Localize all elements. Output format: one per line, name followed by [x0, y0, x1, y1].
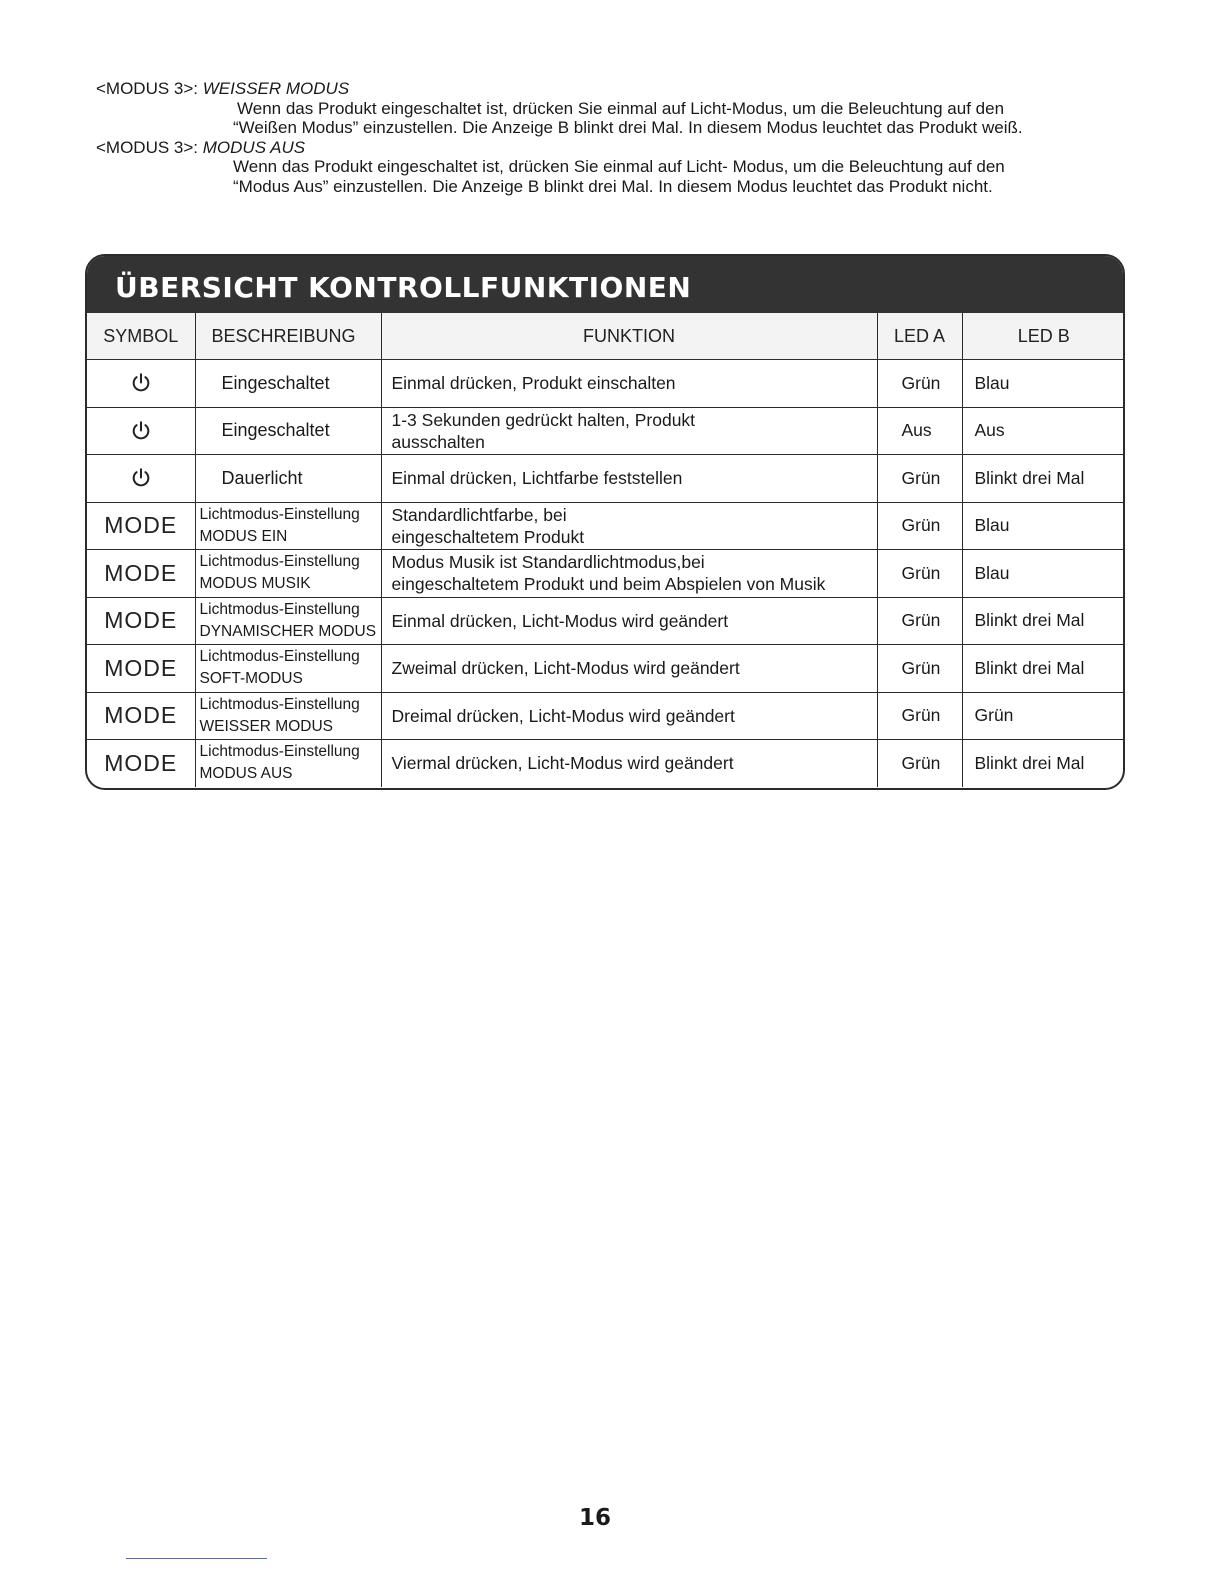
cell-symbol: [87, 692, 195, 740]
cell-led-b: Blinkt drei Mal: [962, 740, 1125, 787]
cell-function: [381, 645, 877, 693]
table-body: [87, 360, 1125, 787]
mode-symbol: MODE: [104, 512, 178, 539]
description-mode: SOFT-MODUS: [199, 670, 303, 688]
mode-name: MODUS AUS: [202, 137, 306, 157]
description-mode: WEISSER MODUS: [199, 717, 333, 735]
description-line: Lichtmodus-Einstellung: [199, 695, 360, 713]
cell-function: [381, 455, 877, 503]
header-symbol: SYMBOL: [87, 313, 195, 360]
description-line: Lichtmodus-Einstellung: [199, 743, 360, 761]
power-icon: [130, 467, 152, 489]
cell-symbol: [87, 550, 195, 598]
cell-description: [195, 597, 381, 645]
description-mode: MODUS EIN: [199, 527, 288, 545]
cell-function: [381, 597, 877, 645]
cell-function: [381, 692, 877, 740]
cell-led-a: Grün: [877, 597, 962, 645]
cell-led-a: Grün: [877, 645, 962, 693]
table-row: [87, 645, 1125, 693]
mode-label: <MODUS 3>:: [96, 79, 203, 98]
intro-text: [96, 79, 1156, 196]
control-functions-table: [87, 313, 1125, 787]
header-function: FUNKTION: [381, 313, 877, 360]
table-row: [87, 407, 1125, 455]
paragraph-line: “Weißen Modus” einzustellen. Die Anzeige B blinkt drei Mal. In diesem Modus leuchtet das Produkt weiß.: [233, 118, 1023, 137]
header-description: BESCHREIBUNG: [195, 313, 381, 360]
cell-description: Eingeschaltet: [195, 407, 381, 455]
cell-led-b: Grün: [962, 692, 1125, 740]
table-row: [87, 455, 1125, 503]
function-line: Modus Musik ist Standardlichtmodus,bei: [391, 552, 705, 573]
table-row: [87, 692, 1125, 740]
function-line: ausschalten: [391, 431, 485, 452]
cell-led-b: Blinkt drei Mal: [962, 597, 1125, 645]
cell-led-a: Grün: [877, 455, 962, 503]
mode-symbol: MODE: [104, 702, 178, 729]
cell-led-a: Grün: [877, 502, 962, 550]
cell-description: [195, 502, 381, 550]
function-line: eingeschaltetem Produkt: [391, 526, 585, 547]
mode-name: WEISSER MODUS: [202, 79, 350, 98]
function-line: Zweimal drücken, Licht-Modus wird geändert: [391, 658, 740, 679]
cell-symbol: [87, 360, 195, 408]
control-functions-panel: [85, 254, 1125, 790]
header-led-b: LED B: [962, 313, 1125, 360]
cell-symbol: [87, 597, 195, 645]
cell-description: [195, 692, 381, 740]
cell-description: [195, 740, 381, 787]
page-number: 16: [578, 1505, 611, 1531]
mode-heading-aus: [96, 138, 1156, 158]
cell-description: [195, 550, 381, 598]
mode-heading-weiss: [96, 79, 1156, 99]
cell-symbol: [87, 740, 195, 787]
description-line: Lichtmodus-Einstellung: [199, 505, 360, 523]
function-line: Standardlichtfarbe, bei: [391, 504, 567, 525]
mode-symbol: MODE: [104, 654, 178, 681]
function-line: 1-3 Sekunden gedrückt halten, Produkt: [391, 409, 696, 430]
power-icon: [130, 420, 152, 442]
cell-symbol: [87, 502, 195, 550]
cell-function: [381, 550, 877, 598]
paragraph-line: “Modus Aus” einzustellen. Die Anzeige B blinkt drei Mal. In diesem Modus leuchtet das Produkt nicht.: [233, 176, 993, 196]
paragraph-line: Wenn das Produkt eingeschaltet ist, drücken Sie einmal auf Licht-Modus, um die Beleuchtung auf den: [237, 98, 1005, 118]
cell-led-b: Blinkt drei Mal: [962, 455, 1125, 503]
cell-function: [381, 740, 877, 787]
cell-function: [381, 407, 877, 455]
cell-function: [381, 502, 877, 550]
cell-symbol: [87, 455, 195, 503]
mode-symbol: MODE: [104, 607, 178, 634]
cell-led-a: Aus: [877, 407, 962, 455]
cell-description: [195, 645, 381, 693]
cell-led-a: Grün: [877, 550, 962, 598]
cell-led-b: Blau: [962, 502, 1125, 550]
function-line: Viermal drücken, Licht-Modus wird geändert: [391, 753, 734, 774]
function-line: Einmal drücken, Lichtfarbe feststellen: [391, 468, 683, 489]
mode-symbol: MODE: [104, 559, 178, 586]
cell-led-b: Blau: [962, 360, 1125, 408]
description-mode: MODUS AUS: [199, 765, 293, 783]
description-line: Lichtmodus-Einstellung: [199, 553, 360, 571]
mode-symbol: MODE: [104, 749, 178, 776]
description-line: Lichtmodus-Einstellung: [199, 600, 360, 618]
paragraph-line: Wenn das Produkt eingeschaltet ist, drücken Sie einmal auf Licht- Modus, um die Beleuchtung auf den: [233, 157, 1005, 176]
panel-title: ÜBERSICHT KONTROLLFUNKTIONEN: [87, 256, 1123, 313]
mode-label: <MODUS 3>:: [96, 137, 203, 157]
table-row: [87, 597, 1125, 645]
description-line: Lichtmodus-Einstellung: [199, 648, 360, 666]
function-line: eingeschaltetem Produkt und beim Abspielen von Musik: [391, 574, 826, 595]
table-header-row: [87, 313, 1125, 360]
table-row: [87, 360, 1125, 408]
cell-led-a: Grün: [877, 740, 962, 787]
table-row: [87, 502, 1125, 550]
function-line: Einmal drücken, Licht-Modus wird geändert: [391, 610, 729, 631]
table-row: [87, 550, 1125, 598]
description-mode: DYNAMISCHER MODUS: [199, 622, 377, 640]
cell-led-b: Aus: [962, 407, 1125, 455]
cell-function: [381, 360, 877, 408]
cell-led-b: Blinkt drei Mal: [962, 645, 1125, 693]
function-line: Dreimal drücken, Licht-Modus wird geändert: [391, 705, 735, 726]
cell-description: Dauerlicht: [195, 455, 381, 503]
header-led-a: LED A: [877, 313, 962, 360]
cell-description: Eingeschaltet: [195, 360, 381, 408]
cell-led-b: Blau: [962, 550, 1125, 598]
cell-symbol: [87, 407, 195, 455]
function-line: Einmal drücken, Produkt einschalten: [391, 373, 676, 394]
power-icon: [130, 372, 152, 394]
cell-led-a: Grün: [877, 360, 962, 408]
cell-symbol: [87, 645, 195, 693]
cell-led-a: Grün: [877, 692, 962, 740]
description-mode: MODUS MUSIK: [199, 575, 311, 593]
table-row: [87, 740, 1125, 787]
footer-line: [126, 1558, 267, 1559]
